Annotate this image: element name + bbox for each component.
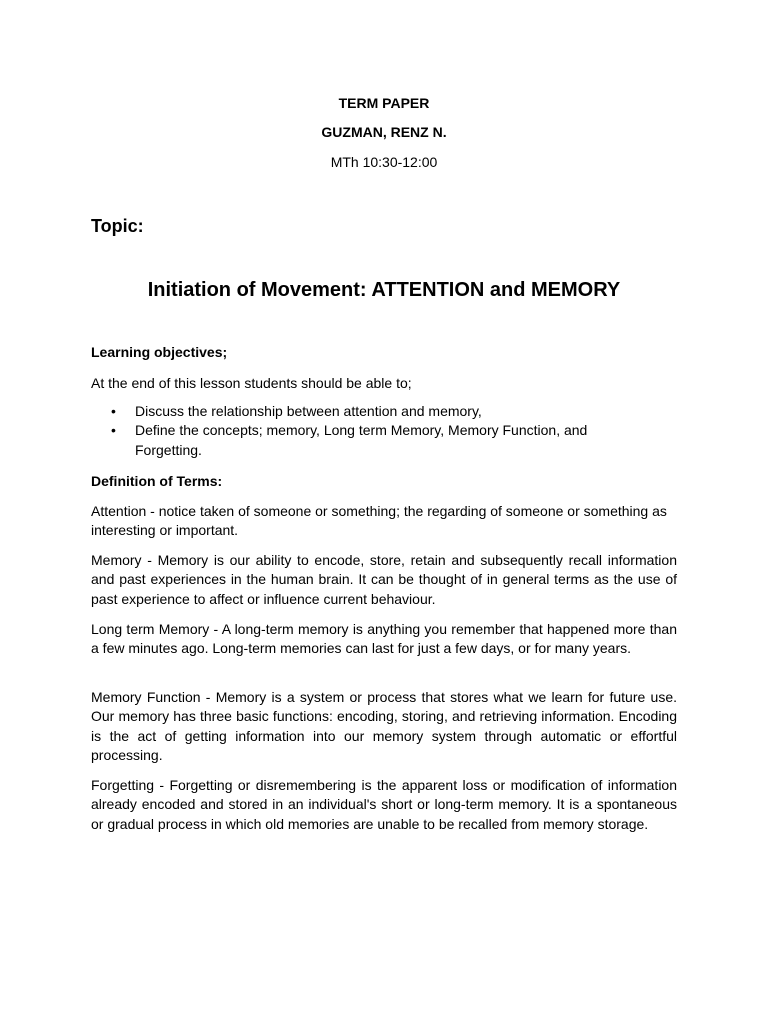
author-name: GUZMAN, RENZ N. (321, 124, 447, 140)
objective-item (91, 402, 651, 421)
definitions-heading: Definition of Terms: (91, 473, 223, 489)
objectives-list (91, 402, 651, 460)
doc-type-heading: TERM PAPER (338, 95, 430, 111)
bullet-icon: • (111, 422, 116, 439)
paper-title: Initiation of Movement: ATTENTION and MEMORY (147, 279, 621, 301)
objective-text: Define the concepts; memory, Long term Memory, Memory Function, and Forgetting. (135, 422, 588, 458)
definition-memory: Memory - Memory is our ability to encode, store, retain and subsequently recall information and past experiences in the human brain. It can be thought of in general terms as the use of past experience to affect or influence current behaviour. (91, 552, 677, 607)
learning-objectives-intro: At the end of this lesson students should be able to; (91, 375, 412, 391)
class-schedule: MTh 10:30-12:00 (330, 154, 438, 170)
topic-label: Topic: (91, 216, 144, 236)
bullet-icon: • (111, 403, 116, 419)
definition-memory-function: Memory Function - Memory is a system or process that stores what we learn for future use. Our memory has three basic functions: encoding, storing, and retrieving information. Encoding is the act of getting information into our memory system through automatic or effortful processing. (91, 689, 677, 763)
objective-text: Discuss the relationship between attention and memory, (135, 403, 482, 419)
objective-item (91, 421, 651, 460)
definition-long-term-memory: Long term Memory - A long-term memory is anything you remember that happened more than a few minutes ago. Long-term memories can last for just a few days, or for many years. (91, 621, 677, 657)
definition-attention: Attention - notice taken of someone or something; the regarding of someone or something as interesting or important. (91, 503, 667, 539)
definition-forgetting: Forgetting - Forgetting or disremembering is the apparent loss or modification of information already encoded and stored in an individual's short or long-term memory. It is a spontaneous or gradual process in which old memories are unable to be recalled from memory storage. (91, 777, 677, 832)
learning-objectives-heading: Learning objectives; (91, 344, 228, 360)
